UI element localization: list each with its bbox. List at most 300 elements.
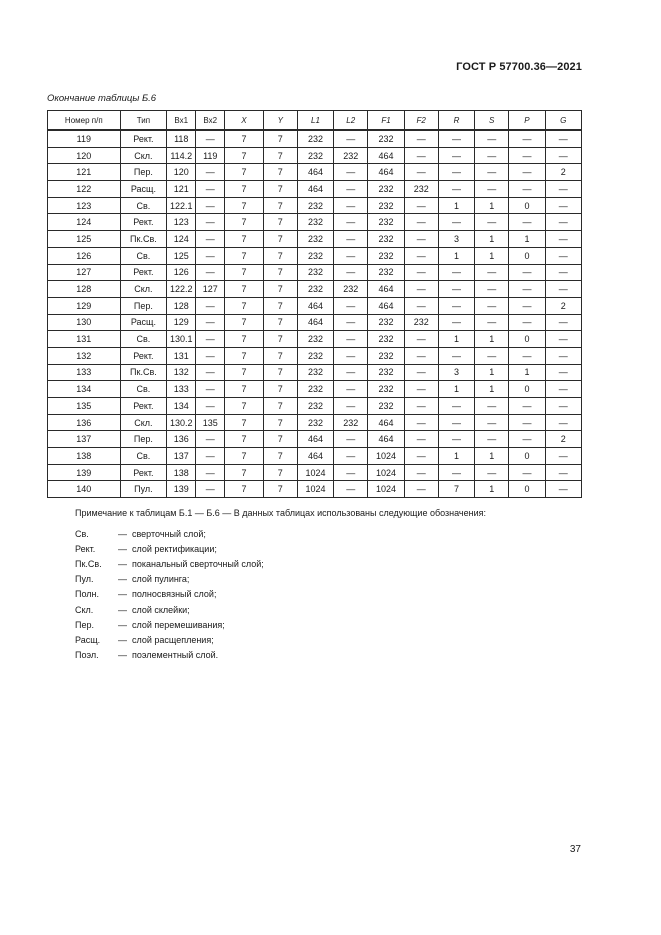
table-row bbox=[48, 331, 582, 348]
table-cell: 464 bbox=[297, 297, 333, 314]
table-cell: 7 bbox=[263, 231, 297, 248]
table-cell: — bbox=[404, 247, 438, 264]
table-cell: — bbox=[196, 130, 225, 147]
table-cell: — bbox=[475, 147, 509, 164]
column-header: F1 bbox=[368, 111, 404, 131]
legend-abbreviation: Поэл. bbox=[75, 650, 99, 661]
table-cell: — bbox=[545, 448, 581, 465]
legend-dash: — bbox=[118, 619, 127, 630]
legend-item bbox=[75, 648, 264, 663]
table-row bbox=[48, 181, 582, 198]
table-cell: 1 bbox=[475, 247, 509, 264]
table-cell: 464 bbox=[368, 281, 404, 298]
table-cell: Скл. bbox=[120, 147, 167, 164]
table-cell: 232 bbox=[368, 331, 404, 348]
table-cell: Рект. bbox=[120, 398, 167, 415]
table-cell: 232 bbox=[297, 130, 333, 147]
column-header: P bbox=[509, 111, 545, 131]
table-cell: 3 bbox=[438, 364, 474, 381]
table-cell: 140 bbox=[48, 481, 121, 498]
table-cell: — bbox=[509, 314, 545, 331]
table-cell: Пк.Св. bbox=[120, 364, 167, 381]
table-cell: — bbox=[438, 464, 474, 481]
table-cell: 7 bbox=[263, 381, 297, 398]
layer-table bbox=[47, 110, 582, 498]
table-cell: — bbox=[475, 264, 509, 281]
column-header: Y bbox=[263, 111, 297, 131]
table-cell: 3 bbox=[438, 231, 474, 248]
table-cell: 1 bbox=[438, 247, 474, 264]
table-cell: 2 bbox=[545, 297, 581, 314]
table-cell: 232 bbox=[297, 398, 333, 415]
table-row bbox=[48, 130, 582, 147]
table-cell: — bbox=[475, 431, 509, 448]
table-cell: — bbox=[404, 164, 438, 181]
table-cell: 0 bbox=[509, 197, 545, 214]
table-cell: 7 bbox=[225, 147, 263, 164]
table-cell: 118 bbox=[167, 130, 196, 147]
table-cell: — bbox=[509, 281, 545, 298]
legend-abbreviation: Полн. bbox=[75, 589, 99, 600]
table-cell: 232 bbox=[368, 398, 404, 415]
table-cell: 232 bbox=[297, 197, 333, 214]
table-cell: 125 bbox=[48, 231, 121, 248]
table-cell: 7 bbox=[225, 247, 263, 264]
table-cell: — bbox=[334, 331, 368, 348]
table-cell: 464 bbox=[297, 181, 333, 198]
table-cell: — bbox=[196, 314, 225, 331]
table-cell: 122.2 bbox=[167, 281, 196, 298]
table-cell: 232 bbox=[368, 130, 404, 147]
legend-item bbox=[75, 541, 264, 556]
column-header: X bbox=[225, 111, 263, 131]
table-cell: — bbox=[545, 414, 581, 431]
table-cell: — bbox=[196, 448, 225, 465]
table-cell: — bbox=[404, 197, 438, 214]
table-row bbox=[48, 281, 582, 298]
table-cell: 464 bbox=[297, 164, 333, 181]
table-cell: — bbox=[438, 214, 474, 231]
table-cell: — bbox=[438, 347, 474, 364]
table-cell: Св. bbox=[120, 197, 167, 214]
table-cell: Расщ. bbox=[120, 314, 167, 331]
column-header: R bbox=[438, 111, 474, 131]
table-cell: 232 bbox=[297, 247, 333, 264]
table-cell: 232 bbox=[368, 381, 404, 398]
table-cell: — bbox=[438, 164, 474, 181]
table-cell: 120 bbox=[167, 164, 196, 181]
table-cell: 138 bbox=[167, 464, 196, 481]
table-cell: — bbox=[438, 297, 474, 314]
table-cell: 7 bbox=[225, 214, 263, 231]
table-row bbox=[48, 431, 582, 448]
table-cell: 135 bbox=[48, 398, 121, 415]
table-cell: — bbox=[404, 364, 438, 381]
table-cell: — bbox=[404, 347, 438, 364]
table-cell: 232 bbox=[297, 381, 333, 398]
table-cell: 7 bbox=[225, 197, 263, 214]
table-cell: 232 bbox=[297, 281, 333, 298]
table-cell: Св. bbox=[120, 381, 167, 398]
table-cell: — bbox=[196, 431, 225, 448]
table-cell: Скл. bbox=[120, 414, 167, 431]
table-cell: 464 bbox=[297, 431, 333, 448]
table-cell: — bbox=[334, 431, 368, 448]
legend-item bbox=[75, 617, 264, 632]
table-body bbox=[48, 130, 582, 498]
table-cell: — bbox=[545, 381, 581, 398]
table-cell: 1 bbox=[475, 381, 509, 398]
table-cell: 7 bbox=[225, 331, 263, 348]
table-cell: — bbox=[509, 431, 545, 448]
table-cell: 464 bbox=[368, 431, 404, 448]
table-cell: 7 bbox=[263, 214, 297, 231]
legend-description: слой пулинга; bbox=[132, 574, 190, 585]
table-row bbox=[48, 164, 582, 181]
table-cell: 1 bbox=[438, 197, 474, 214]
table-cell: — bbox=[438, 398, 474, 415]
table-cell: 7 bbox=[263, 147, 297, 164]
table-cell: 464 bbox=[368, 164, 404, 181]
table-row bbox=[48, 398, 582, 415]
table-cell: 124 bbox=[48, 214, 121, 231]
table-cell: 7 bbox=[225, 448, 263, 465]
table-cell: 132 bbox=[167, 364, 196, 381]
table-cell: — bbox=[475, 181, 509, 198]
table-cell: 126 bbox=[48, 247, 121, 264]
table-cell: Рект. bbox=[120, 130, 167, 147]
table-cell: 7 bbox=[225, 231, 263, 248]
table-cell: 130.2 bbox=[167, 414, 196, 431]
table-cell: — bbox=[196, 347, 225, 364]
table-cell: 1024 bbox=[297, 464, 333, 481]
table-cell: 7 bbox=[225, 314, 263, 331]
table-cell: — bbox=[438, 431, 474, 448]
legend-description: слой ректификации; bbox=[132, 543, 217, 554]
table-cell: — bbox=[196, 197, 225, 214]
table-cell: — bbox=[438, 130, 474, 147]
table-cell: 7 bbox=[263, 314, 297, 331]
table-row bbox=[48, 448, 582, 465]
table-cell: — bbox=[475, 398, 509, 415]
table-cell: 232 bbox=[368, 364, 404, 381]
table-cell: 138 bbox=[48, 448, 121, 465]
table-row bbox=[48, 197, 582, 214]
table-cell: — bbox=[475, 464, 509, 481]
table-cell: — bbox=[475, 214, 509, 231]
legend-item bbox=[75, 556, 264, 571]
table-cell: 136 bbox=[48, 414, 121, 431]
column-header: Тип bbox=[120, 111, 167, 131]
table-cell: — bbox=[334, 181, 368, 198]
table-cell: Расщ. bbox=[120, 181, 167, 198]
legend-dash: — bbox=[118, 574, 127, 585]
column-header: L2 bbox=[334, 111, 368, 131]
legend-dash: — bbox=[118, 634, 127, 645]
table-cell: 7 bbox=[225, 281, 263, 298]
table-cell: — bbox=[404, 398, 438, 415]
table-cell: 7 bbox=[263, 281, 297, 298]
table-cell: — bbox=[545, 214, 581, 231]
table-cell: — bbox=[438, 147, 474, 164]
table-cell: — bbox=[404, 147, 438, 164]
legend-description: слой расщепления; bbox=[132, 634, 214, 645]
table-cell: — bbox=[334, 381, 368, 398]
table-cell: — bbox=[545, 481, 581, 498]
table-cell: — bbox=[509, 264, 545, 281]
page-number: 37 bbox=[569, 844, 581, 855]
table-cell: — bbox=[404, 231, 438, 248]
table-cell: 232 bbox=[297, 364, 333, 381]
table-cell: — bbox=[438, 181, 474, 198]
table-cell: 137 bbox=[167, 448, 196, 465]
table-cell: 1 bbox=[509, 364, 545, 381]
table-cell: 131 bbox=[48, 331, 121, 348]
table-cell: 2 bbox=[545, 431, 581, 448]
table-cell: — bbox=[475, 164, 509, 181]
table-cell: 135 bbox=[196, 414, 225, 431]
table-cell: 136 bbox=[167, 431, 196, 448]
table-cell: 232 bbox=[297, 264, 333, 281]
table-row bbox=[48, 231, 582, 248]
column-header: Вх1 bbox=[167, 111, 196, 131]
table-cell: — bbox=[334, 398, 368, 415]
table-cell: — bbox=[545, 314, 581, 331]
table-cell: Св. bbox=[120, 331, 167, 348]
table-cell: — bbox=[545, 464, 581, 481]
table-cell: 2 bbox=[545, 164, 581, 181]
table-cell: — bbox=[509, 181, 545, 198]
table-cell: 132 bbox=[48, 347, 121, 364]
table-cell: 232 bbox=[368, 264, 404, 281]
table-cell: — bbox=[545, 264, 581, 281]
table-cell: 1 bbox=[475, 231, 509, 248]
table-cell: Пер. bbox=[120, 164, 167, 181]
table-cell: 7 bbox=[225, 398, 263, 415]
table-cell: 7 bbox=[263, 481, 297, 498]
table-cell: 7 bbox=[263, 464, 297, 481]
table-row bbox=[48, 247, 582, 264]
table-caption: Окончание таблицы Б.6 bbox=[47, 93, 157, 104]
document-header-code: ГОСТ Р 57700.36—2021 bbox=[456, 61, 582, 73]
table-cell: Пул. bbox=[120, 481, 167, 498]
legend-description: поэлементный слой. bbox=[132, 650, 219, 661]
table-cell: 120 bbox=[48, 147, 121, 164]
column-header: S bbox=[475, 111, 509, 131]
legend-dash: — bbox=[118, 650, 127, 661]
table-cell: 127 bbox=[196, 281, 225, 298]
table-cell: Пер. bbox=[120, 431, 167, 448]
table-cell: 122.1 bbox=[167, 197, 196, 214]
table-header-row bbox=[48, 111, 582, 131]
table-cell: 232 bbox=[368, 181, 404, 198]
table-row bbox=[48, 297, 582, 314]
table-cell: — bbox=[404, 214, 438, 231]
table-cell: 7 bbox=[225, 164, 263, 181]
legend-abbreviation: Пк.Св. bbox=[75, 558, 102, 569]
table-cell: 1 bbox=[475, 448, 509, 465]
table-cell: 128 bbox=[48, 281, 121, 298]
table-cell: 464 bbox=[368, 414, 404, 431]
table-cell: 0 bbox=[509, 481, 545, 498]
table-cell: 7 bbox=[263, 264, 297, 281]
legend-item bbox=[75, 572, 264, 587]
table-cell: — bbox=[545, 197, 581, 214]
table-cell: Пк.Св. bbox=[120, 231, 167, 248]
table-row bbox=[48, 364, 582, 381]
table-cell: — bbox=[545, 231, 581, 248]
legend-item bbox=[75, 632, 264, 647]
table-cell: — bbox=[438, 414, 474, 431]
table-cell: 139 bbox=[167, 481, 196, 498]
table-cell: 133 bbox=[167, 381, 196, 398]
legend-dash: — bbox=[118, 604, 127, 615]
table-cell: 1024 bbox=[368, 448, 404, 465]
table-cell: — bbox=[334, 464, 368, 481]
table-row bbox=[48, 481, 582, 498]
table-cell: Рект. bbox=[120, 347, 167, 364]
table-cell: — bbox=[404, 464, 438, 481]
legend-item bbox=[75, 587, 264, 602]
table-cell: — bbox=[438, 281, 474, 298]
table-cell: — bbox=[196, 364, 225, 381]
legend-description: слой перемешивания; bbox=[132, 619, 225, 630]
table-cell: 124 bbox=[167, 231, 196, 248]
table-cell: 7 bbox=[225, 431, 263, 448]
table-cell: 119 bbox=[196, 147, 225, 164]
table-cell: — bbox=[509, 164, 545, 181]
table-cell: 232 bbox=[368, 247, 404, 264]
table-cell: 232 bbox=[334, 281, 368, 298]
table-cell: — bbox=[545, 281, 581, 298]
table-cell: — bbox=[545, 247, 581, 264]
table-cell: 7 bbox=[263, 164, 297, 181]
table-cell: — bbox=[509, 398, 545, 415]
column-header: F2 bbox=[404, 111, 438, 131]
table-cell: 232 bbox=[334, 414, 368, 431]
table-row bbox=[48, 147, 582, 164]
table-row bbox=[48, 264, 582, 281]
table-cell: Рект. bbox=[120, 264, 167, 281]
table-cell: 0 bbox=[509, 331, 545, 348]
table-cell: — bbox=[334, 314, 368, 331]
table-row bbox=[48, 414, 582, 431]
legend-dash: — bbox=[118, 589, 127, 600]
table-cell: — bbox=[196, 247, 225, 264]
table-cell: — bbox=[334, 197, 368, 214]
table-cell: 127 bbox=[48, 264, 121, 281]
table-cell: 232 bbox=[368, 314, 404, 331]
table-cell: — bbox=[509, 414, 545, 431]
table-cell: — bbox=[475, 130, 509, 147]
table-cell: — bbox=[196, 181, 225, 198]
table-cell: 1024 bbox=[297, 481, 333, 498]
table-cell: 1024 bbox=[368, 464, 404, 481]
table-cell: 7 bbox=[225, 264, 263, 281]
table-cell: 137 bbox=[48, 431, 121, 448]
table-cell: 129 bbox=[167, 314, 196, 331]
table-cell: — bbox=[545, 347, 581, 364]
legend-abbreviation: Св. bbox=[75, 528, 89, 539]
table-cell: — bbox=[509, 214, 545, 231]
table-cell: — bbox=[475, 281, 509, 298]
table-cell: — bbox=[334, 247, 368, 264]
table-cell: — bbox=[404, 130, 438, 147]
table-cell: 0 bbox=[509, 381, 545, 398]
legend-abbreviation: Расщ. bbox=[75, 634, 101, 645]
table-cell: — bbox=[475, 297, 509, 314]
legend-item bbox=[75, 602, 264, 617]
table-cell: — bbox=[196, 381, 225, 398]
legend-description: поканальный сверточный слой; bbox=[132, 558, 264, 569]
table-cell: 232 bbox=[404, 181, 438, 198]
legend-item bbox=[75, 526, 264, 541]
table-cell: 130 bbox=[48, 314, 121, 331]
table-cell: 1 bbox=[438, 448, 474, 465]
table-cell: 123 bbox=[48, 197, 121, 214]
table-cell: 7 bbox=[225, 130, 263, 147]
table-cell: 133 bbox=[48, 364, 121, 381]
table-cell: 1024 bbox=[368, 481, 404, 498]
table-cell: Св. bbox=[120, 247, 167, 264]
table-cell: 139 bbox=[48, 464, 121, 481]
table-cell: 232 bbox=[297, 214, 333, 231]
table-cell: 7 bbox=[438, 481, 474, 498]
table-cell: 232 bbox=[368, 347, 404, 364]
table-cell: 7 bbox=[263, 398, 297, 415]
table-cell: — bbox=[404, 281, 438, 298]
table-cell: Пер. bbox=[120, 297, 167, 314]
table-cell: — bbox=[334, 164, 368, 181]
table-cell: 7 bbox=[225, 414, 263, 431]
table-cell: 1 bbox=[509, 231, 545, 248]
column-header: L1 bbox=[297, 111, 333, 131]
table-cell: — bbox=[334, 347, 368, 364]
table-cell: — bbox=[404, 381, 438, 398]
column-header: G bbox=[545, 111, 581, 131]
table-cell: 7 bbox=[263, 414, 297, 431]
table-cell: — bbox=[404, 297, 438, 314]
table-cell: 1 bbox=[475, 481, 509, 498]
legend-abbreviation: Пер. bbox=[75, 619, 94, 630]
table-cell: 7 bbox=[263, 197, 297, 214]
table-cell: 130.1 bbox=[167, 331, 196, 348]
table-cell: — bbox=[404, 481, 438, 498]
table-cell: — bbox=[545, 147, 581, 164]
table-cell: 0 bbox=[509, 247, 545, 264]
table-cell: — bbox=[334, 231, 368, 248]
table-cell: 122 bbox=[48, 181, 121, 198]
table-cell: 7 bbox=[263, 130, 297, 147]
table-cell: 1 bbox=[438, 381, 474, 398]
table-cell: 464 bbox=[368, 297, 404, 314]
table-cell: 464 bbox=[368, 147, 404, 164]
table-cell: 128 bbox=[167, 297, 196, 314]
table-cell: 1 bbox=[475, 331, 509, 348]
table-cell: 7 bbox=[225, 347, 263, 364]
table-cell: 464 bbox=[297, 448, 333, 465]
table-cell: 7 bbox=[225, 464, 263, 481]
table-cell: 232 bbox=[297, 331, 333, 348]
table-cell: 125 bbox=[167, 247, 196, 264]
table-cell: 232 bbox=[297, 147, 333, 164]
table-cell: 123 bbox=[167, 214, 196, 231]
table-cell: — bbox=[334, 448, 368, 465]
abbreviation-legend bbox=[75, 526, 264, 663]
table-cell: 232 bbox=[334, 147, 368, 164]
table-cell: 7 bbox=[225, 181, 263, 198]
table-cell: — bbox=[196, 231, 225, 248]
